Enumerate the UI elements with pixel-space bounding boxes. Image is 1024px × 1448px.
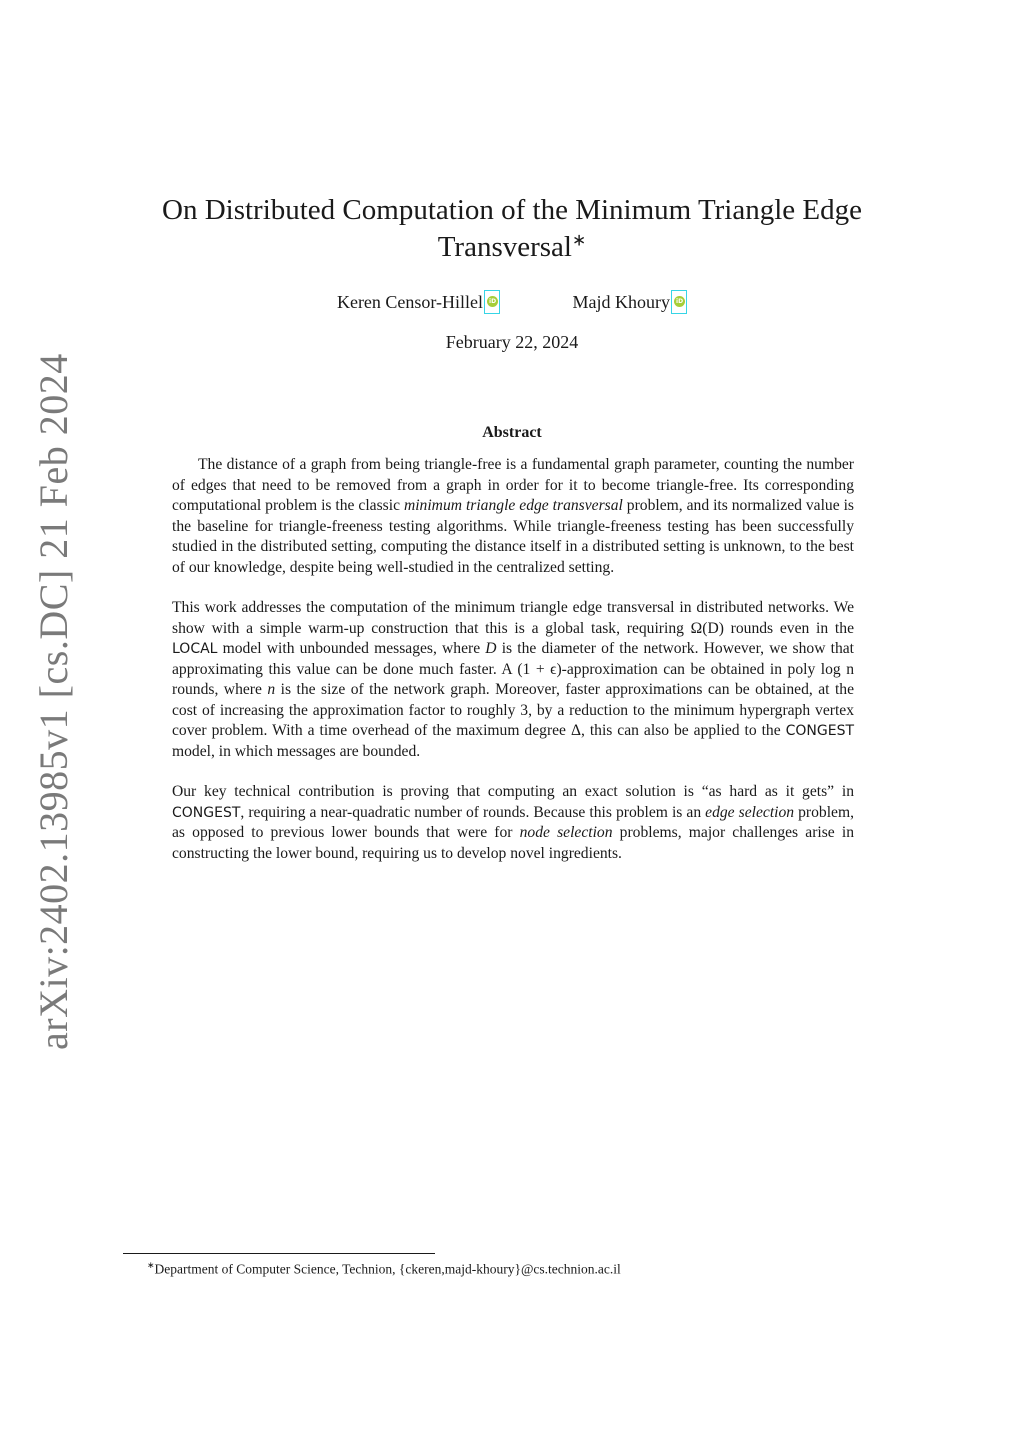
text-run: This work addresses the computation of the minimum triangle edge transversal in distributed networks. We show with a simple warm-up construction that this is a global task, requiring [172, 599, 854, 637]
author-1-name: Keren Censor-Hillel [336, 292, 484, 312]
title-line-2 [0, 229, 1024, 266]
abstract-heading: Abstract [482, 424, 542, 441]
emphasis: node selection [519, 824, 613, 841]
text-run: problem, and its normalized value is the baseline for triangle-freeness testing algorithms. While triangle-freeness testing has been successfully studied in the distributed setting, computing the distance itself in a distributed setting is unknown, to the best of our knowledge, despite being well-studied in the centralized setting. [172, 497, 854, 576]
title-line-1: On Distributed Computation of the Minimum Triangle Edge [162, 194, 862, 226]
footnote-text: Department of Computer Science, Technion, {ckeren,majd-khoury}@cs.technion.ac.il [154, 1261, 621, 1277]
publication-date: February 22, 2024 [445, 332, 579, 352]
text-run: , requiring a near-quadratic number of rounds. Because this problem is an [240, 803, 706, 821]
text-run: problem, as opposed to previous lower bounds that were for [172, 803, 854, 841]
orcid-link-1[interactable] [484, 290, 500, 314]
text-run: is the diameter of the network. However, we show that approximating this value can be done much faster. A [172, 640, 855, 678]
author-1 [337, 290, 500, 314]
text-run: model with unbounded messages, where [217, 640, 486, 657]
title-line-2-text: Transversal [437, 231, 572, 263]
orcid-icon: iD [489, 298, 497, 305]
math-var: n [267, 681, 276, 698]
text-run: problems, major challenges arise in constructing the lower bound, requiring us to develop novel ingredients. [172, 824, 854, 862]
footnote-divider [123, 1253, 435, 1254]
model-name-local: LOCAL [172, 641, 218, 657]
abstract-body [172, 455, 854, 884]
model-name-congest: CONGEST [785, 723, 855, 739]
text-run: -approximation can be obtained in [561, 660, 788, 678]
model-name-congest: CONGEST [172, 804, 241, 821]
abstract-paragraph-3 [172, 782, 854, 864]
math-var: D [485, 640, 497, 657]
text-run: model, in which messages are bounded. [172, 742, 421, 760]
arxiv-identifier: arXiv:2402.13985v1 [cs.DC] 21 Feb 2024 [31, 353, 76, 1050]
author-2-name: Majd Khoury [572, 292, 671, 312]
math-delta: Δ [570, 722, 581, 739]
orcid-icon: iD [676, 298, 684, 305]
abstract-paragraph-1 [172, 455, 854, 578]
text-run: is the size of the network graph. Moreover, faster approximations can be obtained, at the cost of increasing the approximation factor to roughly 3, by a reduction to the minimum hypergraph vertex cover problem. With a time overhead of the maximum degree [172, 681, 854, 739]
author-2 [573, 290, 688, 314]
text-run: rounds even in the [723, 619, 854, 637]
text-run: The distance of a graph from being triangle-free is a fundamental graph parameter, counting the number of edges that need to be removed from a graph in order for it to become triangle-free. Its corresponding computational problem is the classic [172, 456, 854, 514]
emphasis: edge selection [705, 803, 795, 821]
math-polylog: poly log n [787, 660, 854, 678]
paper-title [0, 192, 1024, 266]
footnote [147, 1260, 621, 1278]
text-run: , this can also be applied to the [580, 722, 786, 739]
emphasis: minimum triangle edge transversal [403, 497, 623, 514]
author-list [0, 290, 1024, 314]
text-run: Our key technical contribution is proving that computing an exact solution is “as hard as it gets” in [172, 783, 854, 800]
title-footnote-mark: ∗ [572, 230, 587, 250]
footnote-mark: ∗ [147, 1260, 155, 1270]
abstract-paragraph-2 [172, 598, 854, 762]
text-run: rounds, where [172, 681, 268, 698]
math-omega: Ω(D) [690, 619, 724, 637]
orcid-link-2[interactable] [671, 290, 687, 314]
math-approx: (1 + ϵ) [517, 660, 562, 678]
